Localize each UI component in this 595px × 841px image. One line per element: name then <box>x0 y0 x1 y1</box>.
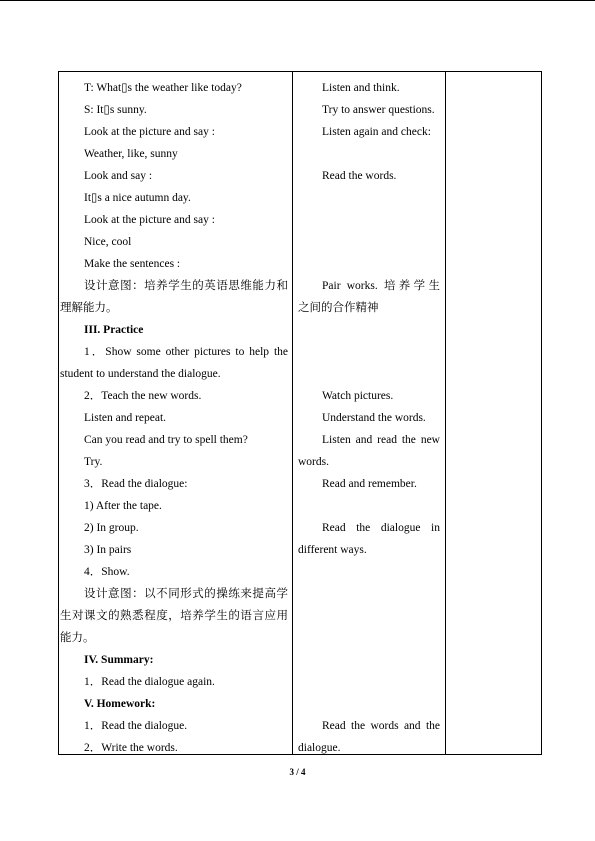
text-line: dialogue. <box>298 742 341 754</box>
text-line: Read the words. <box>322 170 397 182</box>
text-line: 1．Read the dialogue. <box>84 720 188 732</box>
text-line: student to understand the dialogue. <box>60 368 221 380</box>
text-line: Pair works. 培养学生 <box>322 280 440 292</box>
column-divider-2 <box>445 72 446 754</box>
design-intent-line: 生对课文的熟悉程度，培养学生的语言应用 <box>60 610 288 622</box>
text-line: Nice, cool <box>84 236 132 248</box>
text-line: Weather, like, sunny <box>84 148 178 160</box>
text-line: Look at the picture and say : <box>84 126 215 138</box>
text-line: Read and remember. <box>322 478 417 490</box>
text-line: Try. <box>84 456 103 468</box>
text-line: Listen again and check: <box>322 126 431 138</box>
text-line: Look at the picture and say : <box>84 214 215 226</box>
design-intent-line: 理解能力。 <box>60 302 118 314</box>
text-line: different ways. <box>298 544 367 556</box>
text-line: 之间的合作精神 <box>298 302 379 314</box>
text-line: Listen and think. <box>322 82 400 94</box>
section-heading-practice: III. Practice <box>84 324 144 336</box>
text-line: Listen and read the new <box>322 434 440 446</box>
text-line: words. <box>298 456 329 468</box>
text-line: Look and say : <box>84 170 153 182</box>
text-line: Make the sentences : <box>84 258 181 270</box>
text-line: 1) After the tape. <box>84 500 162 512</box>
header-rule <box>0 0 595 1</box>
design-intent-line: 设计意图：以不同形式的操练来提高学 <box>84 588 288 600</box>
text-line: Watch pictures. <box>322 390 394 402</box>
text-line: It▯s a nice autumn day. <box>84 192 191 204</box>
design-intent-line: 能力。 <box>60 632 95 644</box>
text-line: 4．Show. <box>84 566 130 578</box>
text-line: 2．Teach the new words. <box>84 390 202 402</box>
section-heading-homework: V. Homework: <box>84 698 156 710</box>
text-line: Read the dialogue in <box>322 522 440 534</box>
text-line: Read the words and the <box>322 720 440 732</box>
text-line: 3) In pairs <box>84 544 132 556</box>
text-line: Listen and repeat. <box>84 412 167 424</box>
column-divider-1 <box>292 72 293 754</box>
text-line: 2．Write the words. <box>84 742 178 754</box>
text-line: 3．Read the dialogue: <box>84 478 188 490</box>
section-heading-summary: IV. Summary: <box>84 654 154 666</box>
text-line: 2) In group. <box>84 522 139 534</box>
text-line: T: What▯s the weather like today? <box>84 82 242 94</box>
text-line: Try to answer questions. <box>322 104 435 116</box>
text-line: Understand the words. <box>322 412 426 424</box>
page-number: 3 / 4 <box>289 767 306 777</box>
text-line: 1．Read the dialogue again. <box>84 676 215 688</box>
text-line: 1．Show some other pictures to help the <box>84 346 288 358</box>
text-line: S: It▯s sunny. <box>84 104 147 116</box>
text-line: Can you read and try to spell them? <box>84 434 248 446</box>
design-intent-line: 设计意图：培养学生的英语思维能力和 <box>84 280 288 292</box>
